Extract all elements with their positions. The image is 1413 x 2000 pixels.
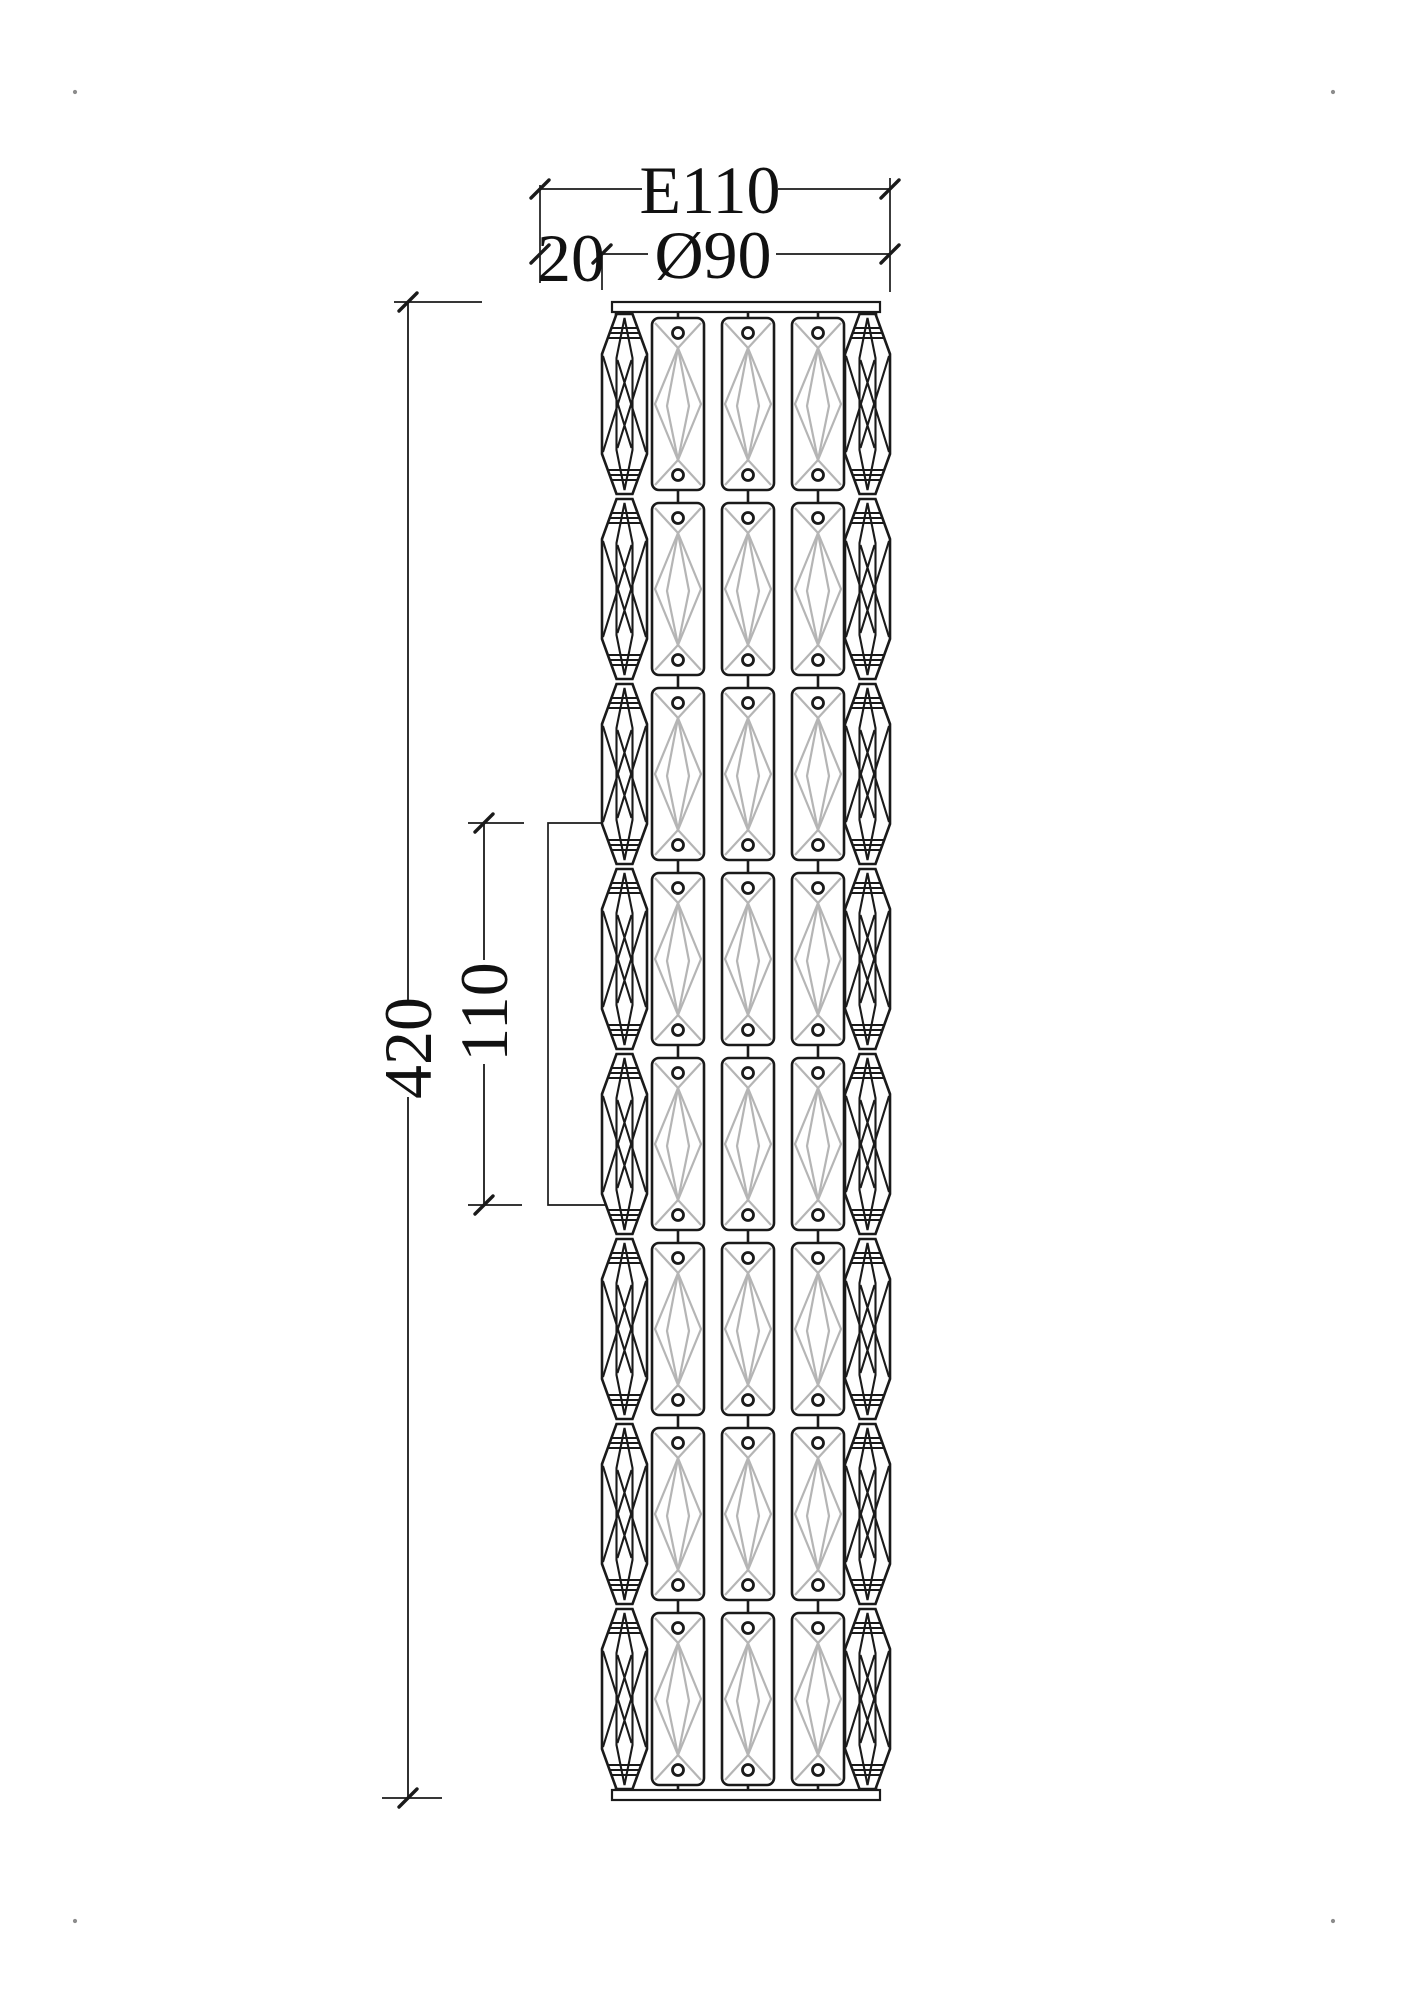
- pin-hole-bottom: [673, 1025, 684, 1036]
- dimension-420-label: 420: [370, 997, 446, 1099]
- side-drop: [602, 1239, 647, 1419]
- pin-hole-bottom: [743, 1025, 754, 1036]
- pin-hole-bottom: [743, 1580, 754, 1591]
- pin-hole-bottom: [673, 1580, 684, 1591]
- pin-hole-bottom: [743, 470, 754, 481]
- pin-hole-top: [743, 1623, 754, 1634]
- side-drop: [602, 499, 647, 679]
- crystal-rect: [792, 1243, 844, 1415]
- pin-hole-top: [743, 328, 754, 339]
- pin-hole-bottom: [813, 1395, 824, 1406]
- side-drop: [845, 869, 890, 1049]
- lamp-fixture: [602, 302, 890, 1800]
- pin-hole-bottom: [673, 840, 684, 851]
- pin-hole-top: [743, 1438, 754, 1449]
- pin-hole-bottom: [673, 1210, 684, 1221]
- pin-hole-bottom: [813, 840, 824, 851]
- crystal-rect: [722, 503, 774, 675]
- crystal-rect: [792, 318, 844, 490]
- mounting-bar-bottom: [612, 1790, 880, 1800]
- side-drop: [602, 1054, 647, 1234]
- crystal-rect: [722, 873, 774, 1045]
- crystal-rect: [652, 1243, 704, 1415]
- pin-hole-top: [743, 883, 754, 894]
- dimension-diameter-label: Ø90: [654, 217, 772, 293]
- pin-hole-top: [813, 1068, 824, 1079]
- pin-hole-top: [673, 1623, 684, 1634]
- side-drop: [845, 1609, 890, 1789]
- pin-hole-top: [743, 1253, 754, 1264]
- pin-hole-bottom: [813, 1765, 824, 1776]
- crystal-rect: [722, 318, 774, 490]
- side-drop: [845, 684, 890, 864]
- pin-hole-top: [813, 1253, 824, 1264]
- crystal-rect: [652, 1613, 704, 1785]
- crystal-rect: [792, 1058, 844, 1230]
- crystal-rect: [792, 873, 844, 1045]
- pin-hole-bottom: [813, 1025, 824, 1036]
- pin-hole-top: [813, 1623, 824, 1634]
- crystal-rect: [792, 1613, 844, 1785]
- crystal-rect: [652, 1428, 704, 1600]
- pin-hole-bottom: [673, 655, 684, 666]
- pin-hole-top: [813, 513, 824, 524]
- crystal-rect: [652, 1058, 704, 1230]
- dimension-e110-label: E110: [639, 152, 781, 228]
- crystal-rect: [652, 318, 704, 490]
- side-drop: [845, 1054, 890, 1234]
- side-drop: [845, 1239, 890, 1419]
- pin-hole-top: [673, 698, 684, 709]
- pin-hole-top: [743, 513, 754, 524]
- mounting-bar-top: [612, 302, 880, 312]
- pin-hole-top: [673, 328, 684, 339]
- pin-hole-top: [673, 1438, 684, 1449]
- crystal-rect: [792, 688, 844, 860]
- pin-hole-top: [673, 513, 684, 524]
- side-drop: [845, 314, 890, 494]
- pin-hole-bottom: [813, 655, 824, 666]
- pin-hole-bottom: [813, 1580, 824, 1591]
- pin-hole-top: [813, 1438, 824, 1449]
- pin-hole-bottom: [813, 1210, 824, 1221]
- pin-hole-top: [673, 883, 684, 894]
- pin-hole-top: [813, 328, 824, 339]
- side-drop: [845, 1424, 890, 1604]
- pin-hole-bottom: [813, 470, 824, 481]
- pin-hole-bottom: [673, 470, 684, 481]
- pin-hole-bottom: [743, 655, 754, 666]
- side-drop: [602, 1424, 647, 1604]
- pin-hole-bottom: [673, 1395, 684, 1406]
- pin-hole-bottom: [743, 1210, 754, 1221]
- side-drop: [602, 869, 647, 1049]
- pin-hole-bottom: [743, 1395, 754, 1406]
- crystal-rect: [722, 1428, 774, 1600]
- dimension-diameter: [593, 217, 899, 293]
- dimension-110-label: 110: [446, 962, 522, 1062]
- side-drop: [602, 314, 647, 494]
- crystal-rect: [652, 688, 704, 860]
- crystal-rect: [722, 1058, 774, 1230]
- crystal-rect: [652, 503, 704, 675]
- crystal-rect: [792, 503, 844, 675]
- pin-hole-top: [673, 1253, 684, 1264]
- pin-hole-top: [743, 698, 754, 709]
- pin-hole-top: [743, 1068, 754, 1079]
- pin-hole-bottom: [743, 1765, 754, 1776]
- side-drop: [602, 684, 647, 864]
- dimension-backplate-offset: [531, 220, 605, 296]
- crystal-rect: [792, 1428, 844, 1600]
- pin-hole-bottom: [673, 1765, 684, 1776]
- side-drop: [845, 499, 890, 679]
- pin-hole-top: [813, 698, 824, 709]
- crystal-rect: [722, 1243, 774, 1415]
- pin-hole-top: [673, 1068, 684, 1079]
- side-drop: [602, 1609, 647, 1789]
- dimension-20-label: 20: [537, 220, 605, 296]
- crystal-rect: [722, 688, 774, 860]
- crystal-rect: [722, 1613, 774, 1785]
- pin-hole-top: [813, 883, 824, 894]
- dimension-module-height: [446, 814, 617, 1214]
- crystal-rect: [652, 873, 704, 1045]
- pin-hole-bottom: [743, 840, 754, 851]
